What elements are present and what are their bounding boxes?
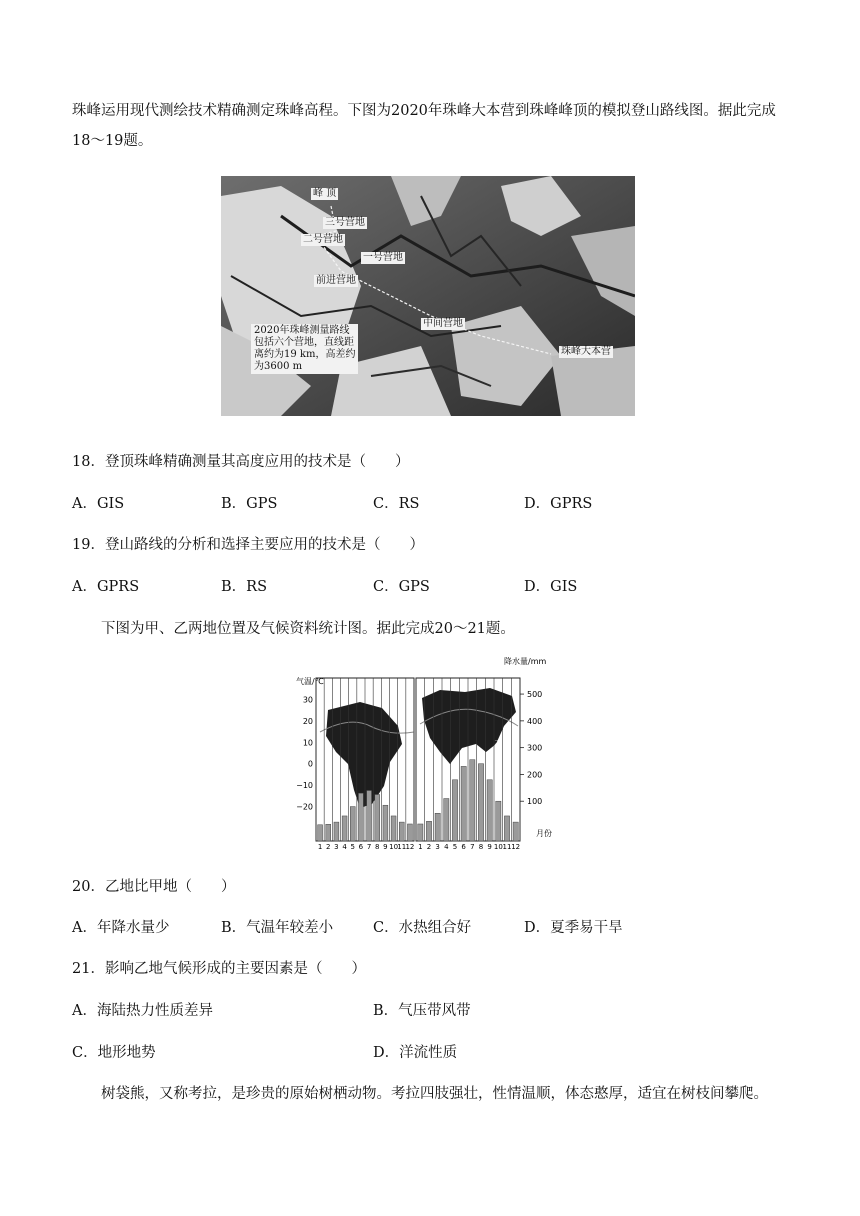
- intro-paragraph-1: 珠峰运用现代测绘技术精确测定珠峰高程。下图为2020年珠峰大本营到珠峰峰顶的模拟登山路线图。据此完成18～19题。: [72, 103, 776, 149]
- jia-precip-bar-10: [391, 816, 396, 841]
- x-tick-label: 5: [350, 843, 355, 850]
- q20-option-c: C．水热组合好: [373, 920, 472, 936]
- y-tick-label: 30: [302, 695, 313, 705]
- x-tick-label: 8: [375, 843, 380, 850]
- jia-precip-bar-1: [318, 825, 323, 841]
- q20-option-a: A．年降水量少: [72, 920, 170, 936]
- y2-tick-label: 400: [527, 716, 543, 726]
- x-tick-label: 8: [478, 843, 484, 850]
- y-tick-label: 20: [302, 716, 313, 726]
- x-tick-label: 7: [366, 843, 372, 850]
- yi-precip-bar-9: [487, 780, 492, 841]
- x-tick-label: 12: [511, 843, 521, 850]
- x-tick-label: 10: [389, 843, 399, 850]
- x-tick-label: 10: [493, 843, 503, 850]
- x-tick-label: 4: [342, 843, 347, 850]
- q19-option-c: C．GPS: [373, 579, 430, 595]
- x-tick-label: 2: [326, 843, 331, 850]
- y-tick-label: 0: [307, 759, 313, 769]
- yi-precip-bar-11: [504, 816, 509, 841]
- route-note: 2020年珠峰测量路线 包括六个营地，直线距 离约为19 km，高差约 为3600 m: [251, 324, 358, 374]
- x-tick-label: 6: [461, 843, 466, 850]
- q18-option-a: A．GIS: [72, 496, 125, 512]
- y-axis-label: 气温/℃: [296, 677, 324, 686]
- jia-precip-bar-4: [342, 816, 347, 841]
- x-tick-label: 6: [358, 843, 364, 850]
- x-tick-label: 4: [444, 843, 449, 850]
- q21-option-a: A．海陆热力性质差异: [72, 1003, 213, 1019]
- label-summit: 峰 顶: [313, 188, 337, 199]
- q18-option-c: C．RS: [373, 496, 420, 512]
- x-tick-label: 9: [487, 843, 492, 850]
- q19-option-d: D．GIS: [524, 579, 578, 595]
- everest-route-map: [221, 176, 635, 416]
- x-tick-label: 11: [397, 843, 407, 850]
- x-tick-label: 3: [435, 843, 440, 850]
- y2-tick-label: 500: [527, 690, 543, 700]
- jia-precip-bar-7: [367, 791, 372, 842]
- yi-precip-bar-4: [444, 799, 449, 841]
- jia-precip-bar-12: [407, 824, 412, 841]
- label-advance-camp: 前进营地: [316, 275, 356, 286]
- jia-precip-bar-9: [383, 805, 388, 841]
- q21-option-c: C．地形地势: [72, 1045, 156, 1061]
- x-tick-label: 3: [334, 843, 339, 850]
- intro-paragraph-2: 下图为甲、乙两地位置及气候资料统计图。据此完成20～21题。: [101, 621, 515, 637]
- x-axis-label: 月份: [536, 829, 552, 838]
- label-middle-camp: 中间营地: [423, 318, 463, 329]
- q21-option-b: B．气压带风带: [373, 1003, 471, 1019]
- x-tick-label: 1: [317, 843, 323, 850]
- jia-precip-bar-3: [334, 822, 339, 841]
- y2-tick-label: 300: [527, 743, 543, 753]
- question-18-stem: 18．登顶珠峰精确测量其高度应用的技术是（ ）: [72, 454, 410, 470]
- q21-option-d: D．洋流性质: [373, 1045, 458, 1061]
- x-tick-label: 11: [502, 843, 512, 850]
- y-tick-label: −20: [296, 802, 313, 812]
- yi-precip-bar-3: [435, 813, 440, 841]
- question-19-stem: 19．登山路线的分析和选择主要应用的技术是（ ）: [72, 537, 424, 553]
- y-tick-label: 10: [302, 738, 313, 748]
- jia-precip-bar-8: [375, 795, 380, 841]
- place-label-jia: 甲: [348, 795, 356, 804]
- jia-precip-bar-11: [399, 822, 404, 841]
- label-camp-3: 三号营地: [325, 217, 365, 228]
- climate-figure: [290, 652, 560, 850]
- label-base-camp: 珠峰大本营: [561, 346, 611, 357]
- x-tick-label: 9: [383, 843, 388, 850]
- yi-precip-bar-2: [426, 821, 431, 841]
- question-21-stem: 21．影响乙地气候形成的主要因素是（ ）: [72, 961, 366, 977]
- mountain-terrain-image: [221, 176, 635, 416]
- intro-paragraph-3: 树袋熊，又称考拉，是珍贵的原始树栖动物。考拉四肢强壮，性情温顺，体态憨厚，适宜在树枝间攀爬。: [101, 1086, 768, 1102]
- q18-option-d: D．GPRS: [524, 496, 593, 512]
- jia-precip-bar-5: [350, 807, 355, 841]
- yi-precip-bar-7: [470, 760, 475, 841]
- label-camp-1: 一号营地: [363, 252, 403, 263]
- yi-precip-bar-6: [461, 766, 466, 841]
- jia-precip-bar-6: [358, 793, 363, 841]
- label-camp-2: 二号营地: [303, 234, 343, 245]
- question-20-stem: 20．乙地比甲地（ ）: [72, 879, 236, 895]
- yi-precip-bar-5: [452, 780, 457, 841]
- q20-option-b: B．气温年较差小: [221, 920, 334, 936]
- x-tick-label: 12: [405, 843, 415, 850]
- x-tick-label: 2: [426, 843, 432, 850]
- y2-tick-label: 100: [527, 797, 543, 807]
- climate-chart: [290, 652, 560, 850]
- place-label-yi: 乙: [494, 739, 502, 748]
- x-tick-label: 5: [452, 843, 458, 850]
- yi-precip-bar-10: [496, 801, 501, 841]
- q20-option-d: D．夏季易干旱: [524, 920, 623, 936]
- y2-axis-label: 降水量/mm: [504, 657, 547, 666]
- yi-precip-bar-12: [513, 822, 518, 841]
- jia-precip-bar-2: [326, 824, 331, 841]
- q19-option-b: B．RS: [221, 579, 268, 595]
- yi-precip-bar-1: [418, 824, 423, 841]
- x-tick-label: 1: [418, 843, 423, 850]
- q19-option-a: A．GPRS: [72, 579, 140, 595]
- yi-precip-bar-8: [478, 764, 483, 841]
- q18-option-b: B．GPS: [221, 496, 278, 512]
- x-tick-label: 7: [470, 843, 475, 850]
- y-tick-label: −10: [296, 781, 313, 791]
- y2-tick-label: 200: [527, 770, 543, 780]
